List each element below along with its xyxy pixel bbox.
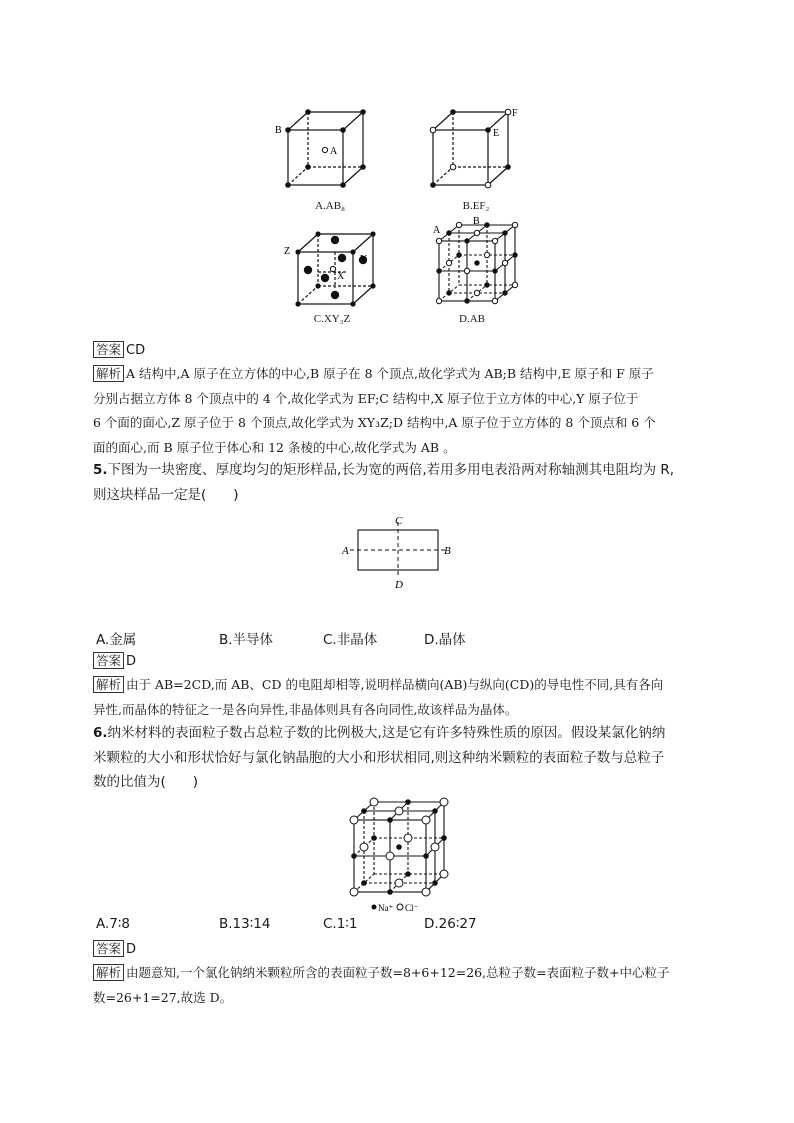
caption-d: D.AB: [459, 313, 485, 325]
q6-stem: [93, 721, 703, 795]
explain-line: 由题意知,一个氯化钠纳米颗粒所含的表面粒子数=8+6+12=26,总粒子数=表面粒子数+中心粒子: [126, 965, 670, 980]
label-x: X: [337, 271, 345, 282]
caption-c: C.XY₃Z: [313, 313, 351, 325]
answer-value: CD: [126, 343, 146, 358]
q5-stem: [93, 458, 703, 507]
caption-b: B.EF₂: [462, 200, 490, 212]
label-z: Z: [284, 246, 291, 257]
answer-tag: 答案: [93, 341, 124, 358]
label-c: C: [395, 515, 403, 527]
label-b: B: [275, 125, 282, 136]
answer-tag: 答案: [93, 652, 124, 669]
label-e: E: [493, 128, 500, 139]
question-number: 6.: [93, 725, 108, 741]
label-f: F: [512, 108, 518, 119]
question-line: 则这块样品一定是( ): [93, 486, 239, 503]
figure-b-cube: [415, 100, 530, 215]
label-a: A: [330, 146, 338, 157]
label-d: D: [395, 579, 403, 591]
legend-cl: Cl⁻: [405, 903, 419, 913]
question-line: 米颗粒的大小和形状恰好与氯化钠晶胞的大小和形状相同,则这种纳米颗粒的表面粒子数与总粒子: [93, 749, 665, 766]
q5-option-c[interactable]: C.非晶体: [323, 632, 378, 648]
label-a: A: [433, 225, 441, 236]
q6-option-c[interactable]: C.1∶1: [323, 916, 358, 932]
explain-tag: 解析: [93, 676, 124, 693]
q5-option-a[interactable]: A.金属: [96, 632, 137, 648]
figure-c-cube: [278, 222, 388, 314]
explain-line: A 结构中,A 原子在立方体的中心,B 原子在 8 个顶点,故化学式为 AB;B 结构中,E 原子和 F 原子: [126, 366, 654, 381]
q6-option-a[interactable]: A.7∶8: [96, 916, 130, 932]
question-line: 数的比值为( ): [93, 774, 199, 790]
q5-explanation: [93, 673, 705, 722]
figure-a-cube: [270, 100, 380, 215]
q5-answer: [93, 652, 136, 669]
explain-line: 面的面心,而 B 原子位于体心和 12 条棱的中心,故化学式为 AB 。: [93, 439, 456, 455]
q6-option-d[interactable]: D.26∶27: [424, 916, 477, 932]
answer-value: D: [126, 654, 137, 669]
label-b: B: [444, 545, 451, 557]
explain-line: 异性,而晶体的特征之一是各向异性,非晶体则具有各向同性,故该样品为晶体。: [93, 701, 518, 717]
label-y: Y: [360, 254, 368, 265]
q6-answer: [93, 940, 136, 957]
explain-line: 6 个面的面心,Z 原子位于 8 个顶点,故化学式为 XY₃Z;D 结构中,A 原子位于立方体的 8 个顶点和 6 个: [93, 415, 656, 430]
q6-explanation: [93, 961, 705, 1010]
question-line: 下图为一块密度、厚度均匀的矩形样品,长为宽的两倍,若用多用电表沿两对称轴测其电阻均为 R,: [107, 462, 675, 478]
nacl-unit-cell-figure: [340, 790, 452, 914]
q4-answer: [93, 341, 145, 358]
q6-option-b[interactable]: B.13∶14: [219, 916, 271, 932]
q5-option-d[interactable]: D.晶体: [424, 632, 466, 648]
legend-na: Na⁺: [378, 903, 394, 913]
answer-tag: 答案: [93, 940, 124, 957]
sample-rectangle-figure: [340, 512, 460, 592]
q5-option-b[interactable]: B.半导体: [219, 632, 274, 648]
label-b: B: [473, 216, 480, 227]
question-number: 5.: [93, 462, 108, 478]
figure-d-cube: [425, 215, 525, 315]
q4-explanation: [93, 362, 705, 460]
caption-a: A.AB₈: [315, 200, 345, 212]
explain-line: 分别占据立方体 8 个顶点中的 4 个,故化学式为 EF;C 结构中,X 原子位于立方体的中心,Y 原子位于: [93, 390, 639, 406]
question-line: 纳米材料的表面粒子数占总粒子数的比例极大,这是它有许多特殊性质的原因。假设某氯化钠纳: [107, 725, 666, 741]
explain-line: 由于 AB=2CD,而 AB、CD 的电阻却相等,说明样品横向(AB)与纵向(CD)的导电性不同,具有各向: [126, 677, 664, 692]
answer-value: D: [126, 942, 137, 957]
explain-tag: 解析: [93, 964, 124, 981]
explain-tag: 解析: [93, 365, 124, 382]
label-a: A: [342, 545, 349, 557]
explain-line: 数=26+1=27,故选 D。: [93, 989, 233, 1005]
